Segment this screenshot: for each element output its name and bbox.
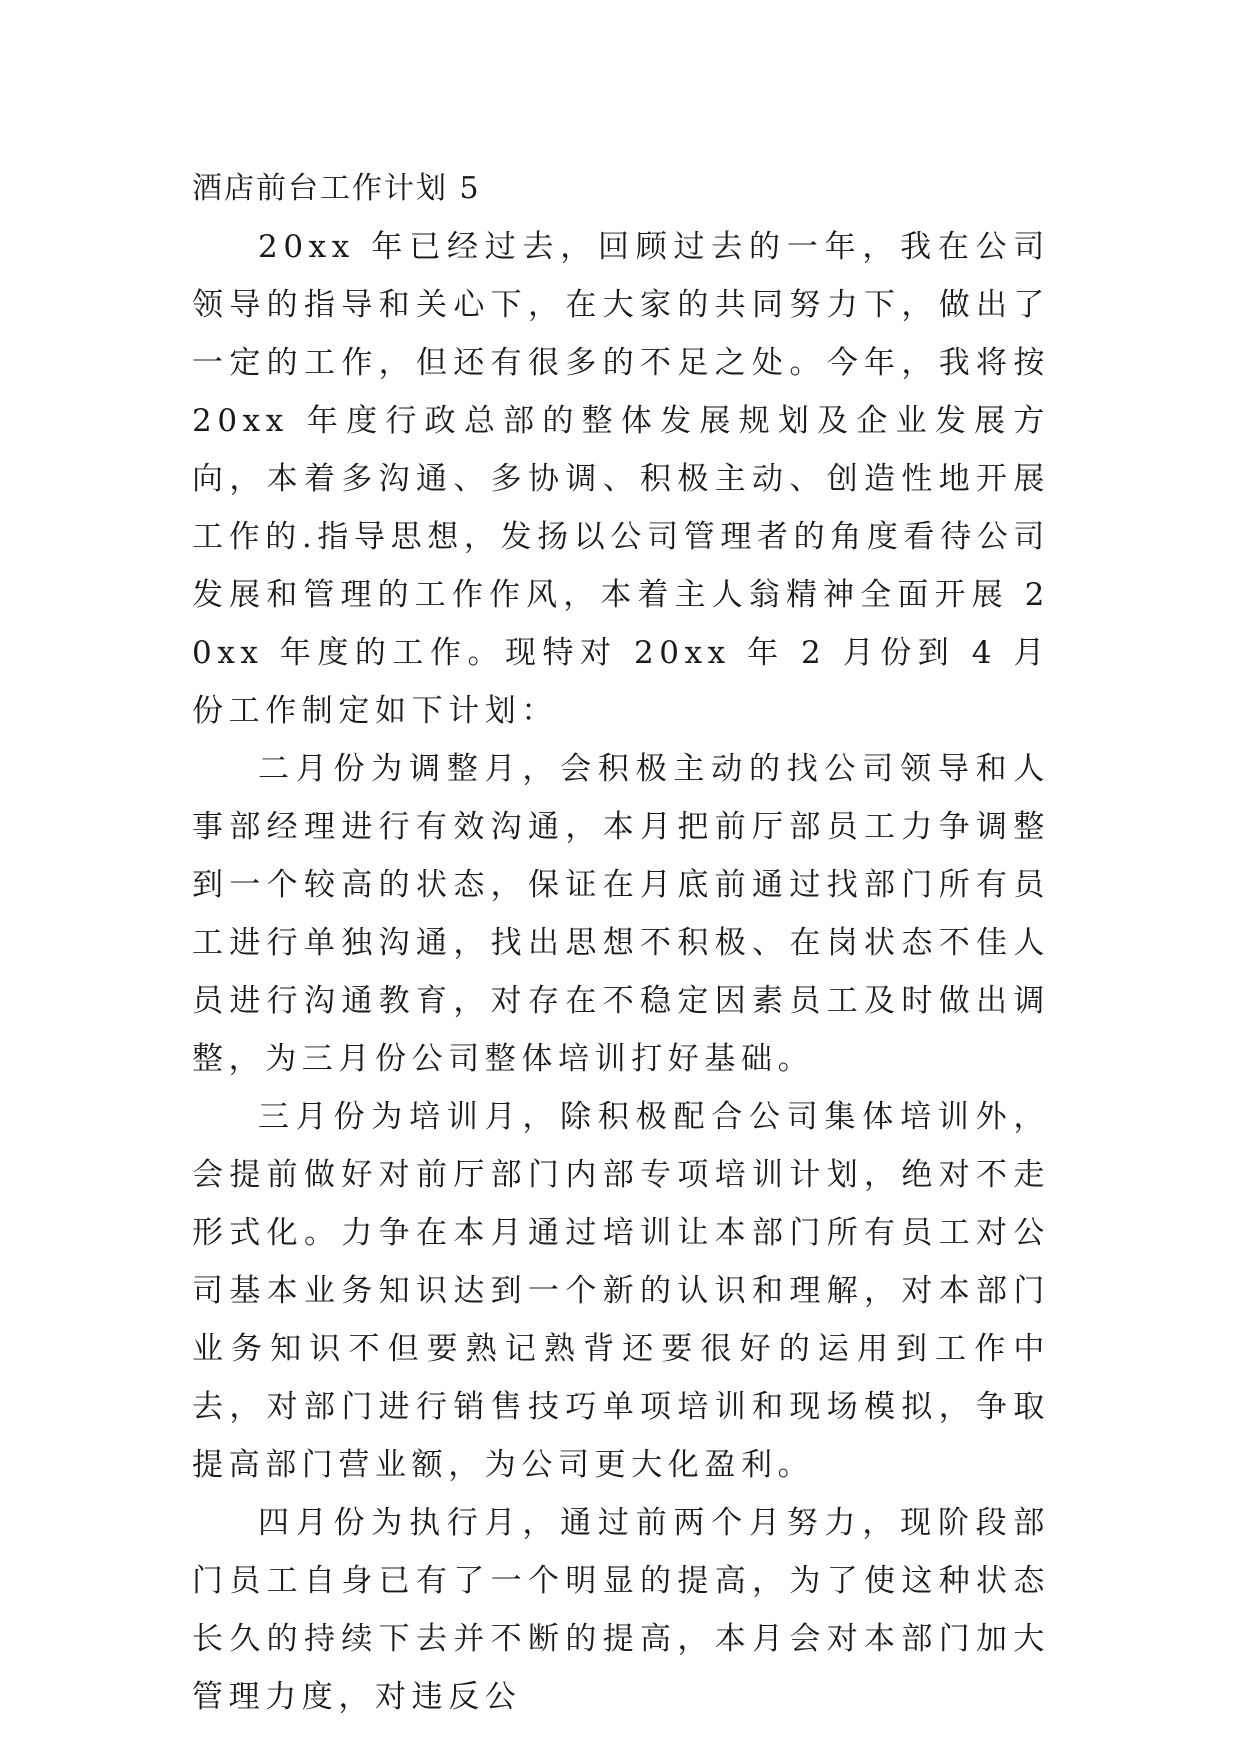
- paragraph-february: 二月份为调整月，会积极主动的找公司领导和人事部经理进行有效沟通，本月把前厅部员工力争调整到一个较高的状态，保证在月底前通过找部门所有员工进行单独沟通，找出思想不积极、在岗状态不佳人员进行沟通教育，对存在不稳定因素员工及时做出调整，为三月份公司整体培训打好基础。: [192, 751, 1050, 1077]
- document-body: [192, 160, 1050, 1726]
- paragraph-intro: 20xx 年已经过去，回顾过去的一年，我在公司领导的指导和关心下，在大家的共同努力下，做出了一定的工作，但还有很多的不足之处。今年，我将按 20xx 年度行政总部的整体发展规划及企业发展方向，本着多沟通、多协调、积极主动、创造性地开展工作的.指导思想，发扬以公司管理者的角度看待公司发展和管理的工作作风，本着主人翁精神全面开展 20xx 年度的工作。现特对 20xx 年 2 月份到 4 月份工作制定如下计划：: [192, 229, 1050, 729]
- document-title: 酒店前台工作计划 5: [192, 171, 481, 206]
- paragraph-march: 三月份为培训月，除积极配合公司集体培训外，会提前做好对前厅部门内部专项培训计划，绝对不走形式化。力争在本月通过培训让本部门所有员工对公司基本业务知识达到一个新的认识和理解，对本部门业务知识不但要熟记熟背还要很好的运用到工作中去，对部门进行销售技巧单项培训和现场模拟，争取提高部门营业额，为公司更大化盈利。: [192, 1099, 1050, 1483]
- paragraph-april: 四月份为执行月，通过前两个月努力，现阶段部门员工自身已有了一个明显的提高，为了使这种状态长久的持续下去并不断的提高，本月会对本部门加大管理力度，对违反公: [192, 1505, 1050, 1715]
